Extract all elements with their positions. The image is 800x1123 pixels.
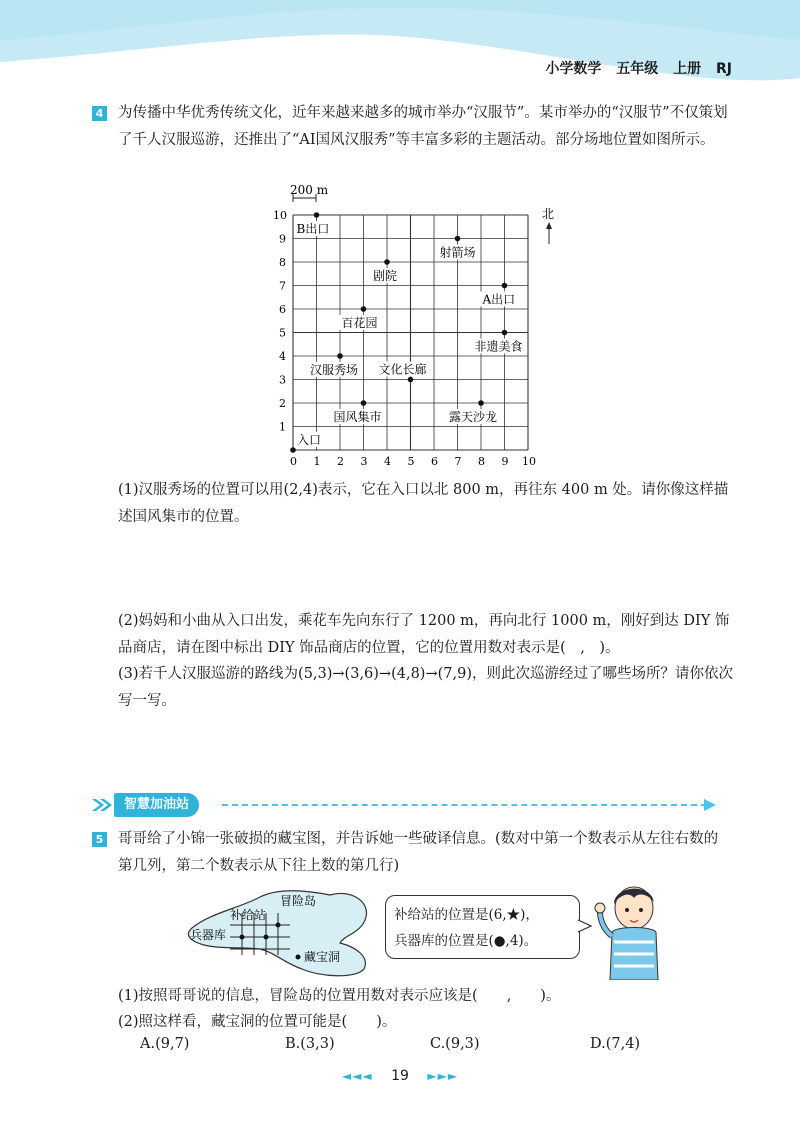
y-tick-label: 9 <box>279 232 286 246</box>
x-tick-label: 10 <box>522 455 536 468</box>
section-bar <box>92 793 722 817</box>
place-point <box>337 353 343 359</box>
scale-label: 200 m <box>290 183 329 197</box>
choice-a[interactable]: A.(9,7) <box>140 1036 190 1052</box>
x-tick-label: 0 <box>290 455 297 468</box>
x-tick-label: 1 <box>313 455 321 468</box>
bubble-line-1: 补给站的位置是(6,★)， <box>394 907 539 923</box>
place-point <box>455 236 461 242</box>
map-point-island <box>276 923 281 928</box>
q5-part1: (1)按照哥哥说的信息，冒险岛的位置用数对表示应该是( , )。 <box>118 988 561 1004</box>
place-label: 非遗美食 <box>474 339 523 354</box>
section-divider <box>222 804 707 806</box>
header-book-info: 小学数学 五年级 上册 RJ <box>545 61 732 77</box>
place-point <box>502 283 508 289</box>
bubble-tail <box>578 918 592 934</box>
q5-number: 5 <box>92 832 107 847</box>
y-tick-label: 10 <box>273 209 287 222</box>
place-point <box>478 400 484 406</box>
page-footer <box>0 1068 800 1084</box>
treasure-map <box>180 883 380 983</box>
y-tick-label: 3 <box>279 373 286 387</box>
q4-number: 4 <box>92 106 107 121</box>
place-point <box>384 259 390 265</box>
bubble-line-2: 兵器库的位置是(●,4)。 <box>394 933 538 949</box>
place-label: 文化长廊 <box>378 362 427 377</box>
section-title: 智慧加油站 <box>114 793 199 817</box>
place-point <box>361 400 367 406</box>
q5-stem: 哥哥给了小锦一张破损的藏宝图，并告诉她一些破译信息。(数对中第一个数表示从左往右数的第几列，第二个数表示从下往上数的第几行) <box>118 831 719 874</box>
page-header <box>0 0 800 90</box>
map-point-cave <box>296 955 301 960</box>
place-label: 汉服秀场 <box>310 363 359 377</box>
map-point-armory <box>240 935 245 940</box>
scale-bar <box>290 183 329 202</box>
y-tick-label: 4 <box>279 350 286 363</box>
x-tick-label: 5 <box>407 455 415 468</box>
page-number: 19 <box>391 1068 409 1084</box>
x-tick-label: 2 <box>337 455 344 468</box>
place-label: A出口 <box>482 292 516 307</box>
q5-stem-block <box>95 826 728 880</box>
place-label: 露天沙龙 <box>449 410 498 424</box>
place-label: 入口 <box>297 433 322 447</box>
y-tick-label: 1 <box>279 420 286 434</box>
q4-stem-block <box>95 100 728 154</box>
boy-illustration-icon <box>594 880 666 980</box>
place-label: B出口 <box>296 222 330 236</box>
place-label: 射箭场 <box>439 245 476 260</box>
y-tick-label: 5 <box>279 326 286 340</box>
x-tick-label: 9 <box>501 455 509 468</box>
place-label: 国风集市 <box>333 410 382 424</box>
speech-bubble <box>385 895 580 959</box>
map-label-armory: 兵器库 <box>190 928 227 942</box>
map-point-station <box>264 935 269 940</box>
choice-d[interactable]: D.(7,4) <box>590 1036 641 1052</box>
arrow-right-icon <box>704 797 718 813</box>
place-point <box>314 212 320 218</box>
y-tick-label: 6 <box>279 303 286 316</box>
q5-part2: (2)照这样看，藏宝洞的位置可能是( )。 <box>118 1014 397 1030</box>
q4-part3: (3)若千人汉服巡游的路线为(5,3)→(3,6)→(4,8)→(7,9)，则此次巡游经过了哪些场所？请你依次写一写。 <box>118 666 733 709</box>
choice-c[interactable]: C.(9,3) <box>430 1036 480 1052</box>
place-point <box>290 447 296 453</box>
footer-right-arrows: ►►► <box>427 1069 459 1083</box>
q4-stem: 为传播中华优秀传统文化，近年来越来越多的城市举办“汉服节”。某市举办的“汉服节”不仅策划了千人汉服巡游，还推出了“AI国风汉服秀”等丰富多彩的主题活动。部分场地位置如图所示。 <box>118 105 728 148</box>
place-label: 百花园 <box>341 316 378 330</box>
choice-b[interactable]: B.(3,3) <box>285 1036 335 1052</box>
x-tick-label: 6 <box>431 455 438 468</box>
place-point <box>361 306 367 312</box>
y-tick-label: 8 <box>279 256 286 269</box>
place-point <box>408 377 414 383</box>
x-tick-labels <box>290 455 536 468</box>
y-tick-labels <box>273 209 287 434</box>
location-grid <box>270 182 570 472</box>
place-point <box>502 330 508 336</box>
footer-left-arrows: ◄◄◄ <box>341 1069 373 1083</box>
q4-part2: (2)妈妈和小曲从入口出发，乘花车先向东行了 1200 m，再向北行 1000 m，刚好到达 DIY 饰品商店，请在图中标出 DIY 饰品商店的位置，它的位置用数对表示是( , )。 <box>118 613 730 656</box>
map-label-station: 补给站 <box>230 908 267 922</box>
map-label-island: 冒险岛 <box>280 894 317 908</box>
north-label: 北 <box>542 207 555 221</box>
map-label-cave: 藏宝洞 <box>304 950 341 964</box>
north-indicator <box>542 207 554 244</box>
double-chevron-icon <box>92 795 114 815</box>
y-tick-label: 2 <box>279 397 286 410</box>
q4-part1: (1)汉服秀场的位置可以用(2,4)表示，它在入口以北 800 m，再往东 400 m 处。请你像这样描述国风集市的位置。 <box>118 482 729 525</box>
x-tick-label: 7 <box>454 455 462 468</box>
x-tick-label: 8 <box>478 455 485 468</box>
y-tick-label: 7 <box>279 279 286 293</box>
place-label: 剧院 <box>373 269 398 283</box>
x-tick-label: 3 <box>360 455 368 468</box>
x-tick-label: 4 <box>384 455 391 468</box>
